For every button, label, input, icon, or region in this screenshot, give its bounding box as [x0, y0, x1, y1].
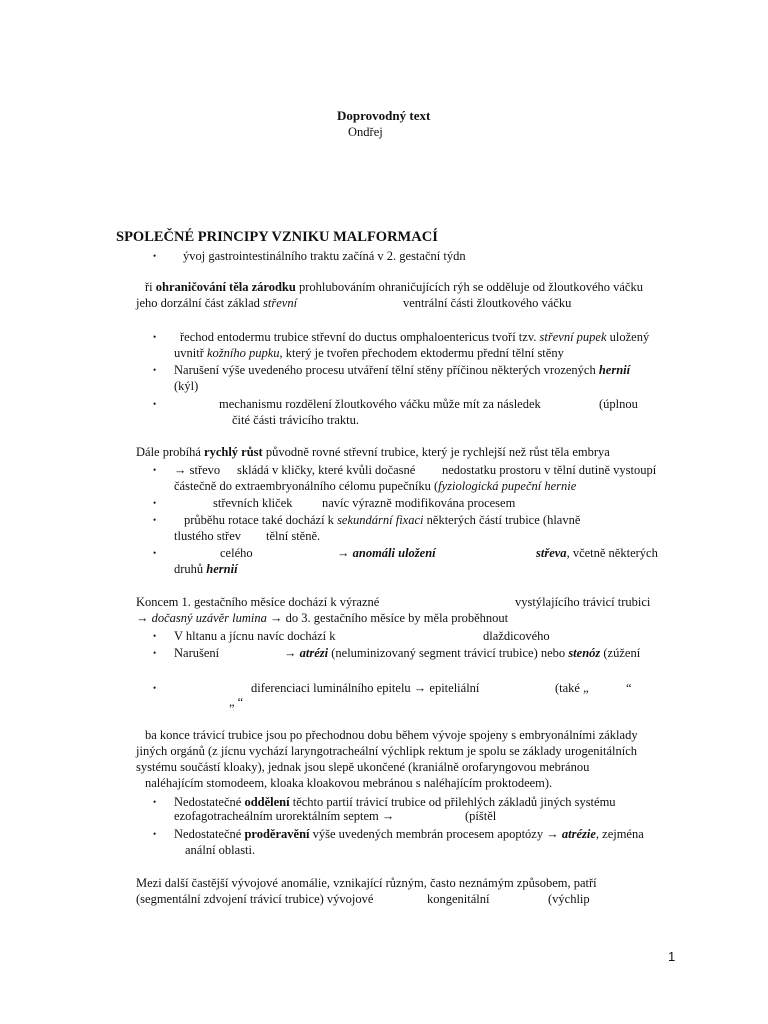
- bullet-marker: •: [153, 829, 157, 839]
- bullet-marker: •: [153, 365, 157, 375]
- list2-item3-line2-b: tělní stěně.: [266, 529, 321, 543]
- bullet-marker: •: [153, 515, 157, 525]
- list3-item3-line1-c: “: [626, 681, 632, 695]
- para5-line2-c: (výchlip: [548, 892, 590, 906]
- para3-line1-a: Koncem 1. gestačního měsíce dochází k výrazné: [136, 595, 380, 609]
- document-author: Ondřej: [348, 125, 383, 139]
- para5-line2-a: (segmentální zdvojení trávicí trubice) vývojové: [136, 892, 374, 906]
- list2-item4-line2: druhů hernií: [174, 562, 238, 576]
- para1-line1: ři ohraničování těla zárodku prohlubováním ohraničujících rýh se odděluje od žloutkového váčku: [145, 280, 643, 294]
- bullet-marker: •: [153, 648, 157, 658]
- list2-item1-line2: částečně do extraembryonálního célomu pupečníku (fyziologická pupeční hernie: [174, 479, 577, 493]
- bullet-marker: •: [153, 251, 157, 261]
- document-title: Doprovodný text: [337, 108, 431, 123]
- para2: Dále probíhá rychlý růst původně rovné střevní trubice, který je rychlejší než růst těla embrya: [136, 445, 610, 459]
- list2-item1-line1-b: skládá v kličky, které kvůli dočasné: [237, 463, 416, 477]
- list4-item1-line2-b: (píštěl: [465, 809, 497, 823]
- section-heading: SPOLEČNÉ PRINCIPY VZNIKU MALFORMACÍ: [116, 229, 438, 245]
- para4-line4: naléhajícím stomodeem, kloaka kloakovou mebránou s naléhajícím proktodeem).: [145, 776, 553, 790]
- list1-item3-line2: čité části trávicího traktu.: [232, 413, 360, 427]
- list4-item2-line2: anální oblasti.: [185, 843, 256, 857]
- list1-item1-line1: řechod entodermu trubice střevní do ductus omphaloentericus tvoří tzv. střevní pupek uložený: [180, 330, 650, 344]
- list1-item1-line2: uvnitř kožního pupku, který je tvořen přechodem ektodermu přední tělní stěny: [174, 346, 564, 360]
- list3-item3-line1-a: diferenciaci luminálního epitelu → epiteliální: [251, 681, 480, 695]
- list2-item4-line1-b: → anomáli uložení: [337, 546, 436, 560]
- list2-item3-line2-a: tlustého střev: [174, 529, 242, 543]
- list1-item2-line1: Narušení výše uvedeného procesu utváření tělní stěny příčinou některých vrozených hernií: [174, 363, 631, 377]
- list3-item1-a: V hltanu a jícnu navíc dochází k: [174, 629, 336, 643]
- bullet-marker: •: [153, 683, 157, 693]
- page-number: 1: [668, 949, 676, 964]
- list2-item2-b: navíc výrazně modifikována procesem: [322, 496, 516, 510]
- bullet-marker: •: [153, 332, 157, 342]
- list2-item3-line1: průběhu rotace také dochází k sekundární fixaci některých částí trubice (hlavně: [184, 513, 581, 527]
- para1-line2-tail: ventrální části žloutkového váčku: [403, 296, 572, 310]
- bullet-marker: •: [153, 548, 157, 558]
- list2-item4-line1-c: střeva, včetně některých: [536, 546, 658, 560]
- para4-line2: jiných orgánů (z jícnu vychází laryngotracheální výchlipk rektum je spolu se základy urogenitálních: [136, 744, 637, 758]
- para3-line1-b: vystýlajícího trávicí trubici: [515, 595, 651, 609]
- para5-line2-b: kongenitální: [427, 892, 490, 906]
- para5-line1: Mezi další častější vývojové anomálie, vznikající různým, často neznámým způsobem, patří: [136, 876, 597, 890]
- bullet-marker: •: [153, 797, 157, 807]
- list1-item3-line1-b: (úplnou: [599, 397, 638, 411]
- list3-item2-a: Narušení: [174, 646, 220, 660]
- para4-line3: systému součástí kloaky), jednak jsou slepě ukončené (kraniálně orofaryngovou mebránou: [136, 760, 590, 774]
- list3-item3-line2: „ “: [229, 695, 244, 709]
- list3-item2-b: → atrézi (neluminizovaný segment trávicí trubice) nebo stenóz (zúžení: [284, 646, 641, 660]
- list4-item1-line1: Nedostatečné oddělení těchto partií trávicí trubice od přilehlých základů jiných systému: [174, 795, 616, 809]
- bullet-marker: •: [153, 465, 157, 475]
- list2-item1-line1-c: nedostatku prostoru v tělní dutině vystoupí: [442, 463, 657, 477]
- bullet-marker: •: [153, 498, 157, 508]
- bullet-marker: •: [153, 399, 157, 409]
- bullet-marker: •: [153, 631, 157, 641]
- list4-item2-line1: Nedostatečné proděravění výše uvedených membrán procesem apoptózy → atrézie, zejména: [174, 827, 644, 841]
- list1-item3-line1-a: mechanismu rozdělení žloutkového váčku může mít za následek: [219, 397, 541, 411]
- list2-item4-line1-a: celého: [220, 546, 253, 560]
- intro-bullet-text: ývoj gastrointestinálního traktu začíná v 2. gestační týdn: [183, 249, 466, 263]
- list3-item1-b: dlaždicového: [483, 629, 550, 643]
- para3-line2: → dočasný uzávěr lumina → do 3. gestačního měsíce by měla proběhnout: [136, 611, 509, 625]
- list3-item3-line1-b: (také „: [555, 681, 589, 695]
- list1-item2-line2: (kýl): [174, 379, 199, 393]
- para4-line1: ba konce trávicí trubice jsou po přechodnou dobu během vývoje spojeny s embryonálními základy: [145, 728, 638, 742]
- list2-item1-line1-a: → střevo: [174, 463, 221, 477]
- list4-item1-line2-a: ezofagotracheálním urorektálním septem →: [174, 809, 395, 823]
- para1-line2: jeho dorzální část základ střevní: [136, 296, 298, 310]
- list2-item2-a: střevních kliček: [213, 496, 293, 510]
